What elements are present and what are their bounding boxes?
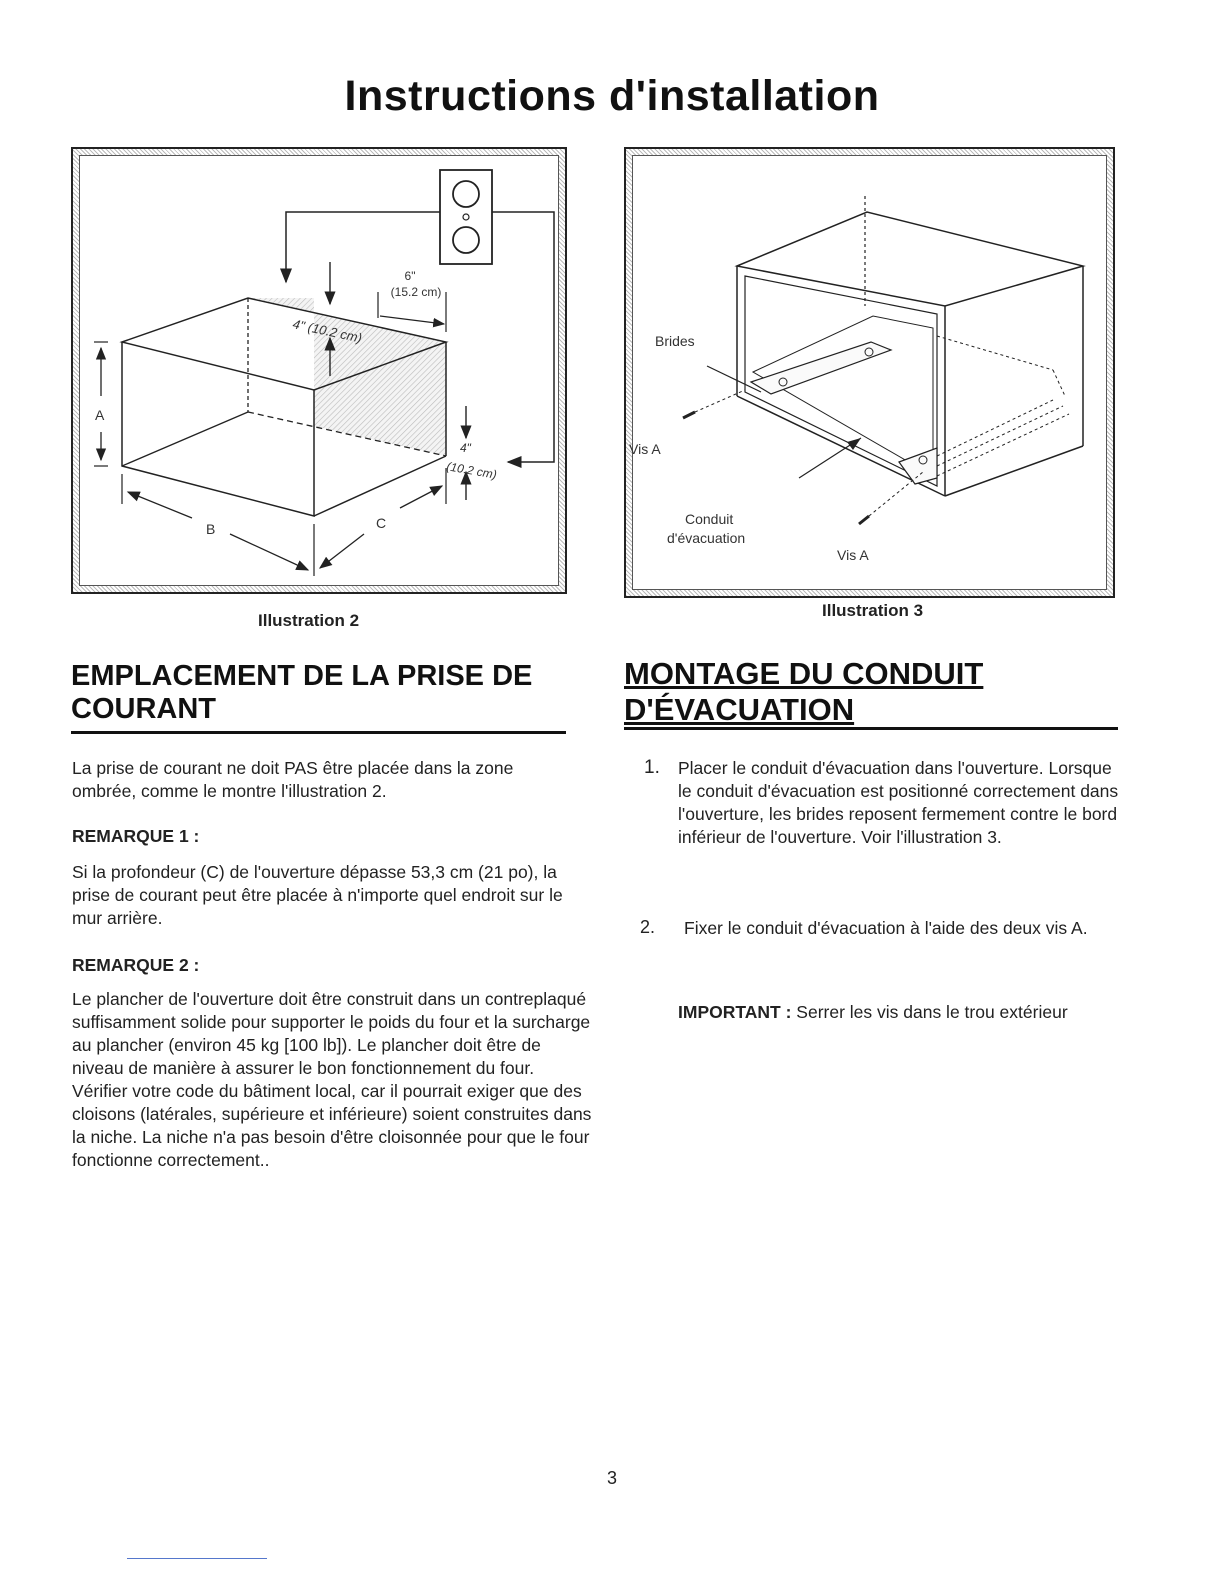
conduit-label-line2: d'évacuation [667, 530, 746, 546]
left-rail [751, 342, 891, 394]
important-text: Serrer les vis dans le trou extérieur [791, 1002, 1068, 1022]
outlet-location-heading [71, 660, 566, 727]
illustration-2-frame [71, 147, 567, 594]
dim-top-cm: (15.2 cm) [390, 285, 442, 299]
conduit-label-line1: Conduit [685, 511, 734, 527]
screw-icon [683, 412, 695, 418]
right-rail [899, 448, 937, 484]
illustration-3-canvas [629, 155, 1107, 590]
illustration-2-caption: Illustration 2 [258, 611, 360, 630]
heading-line: D'ÉVACUATION [624, 691, 855, 727]
heading-underline [624, 727, 1118, 730]
step-number: 1. [644, 757, 660, 778]
important-note [678, 1001, 1138, 1024]
outlet-diagram [80, 156, 562, 589]
illustration-3-frame [624, 147, 1115, 598]
vis-a-left-label: Vis A [629, 441, 661, 457]
heading-underline [71, 731, 566, 734]
dim-a-label: A [95, 407, 105, 423]
outlet-intro-text: La prise de courant ne doit PAS être placée dans la zone ombrée, comme le montre l'illustration 2. [72, 758, 514, 801]
remark-2-text: Le plancher de l'ouverture doit être construit dans un contreplaqué suffisamment solide pour supporter le poids du four et la surcharge au plancher (environ 45 kg [100 lb]). Le plancher doit être de niveau de manière à assurer le bon fonctionnement du four. Vérifier votre code du bâtiment local, car il pourrait exiger que des cloisons (latérales, supérieure et inférieure) soient construites dans la niche. La niche n'a pas besoin d'être cloisonnée pour que le four fonctionne correctement.. [72, 989, 592, 1170]
heading-line: EMPLACEMENT DE LA PRISE DE [71, 660, 533, 692]
dim-top-inch: 6" [404, 269, 416, 283]
illustration-2-canvas [79, 155, 559, 586]
brides-label: Brides [655, 333, 695, 349]
duct-mounting-heading [624, 656, 1118, 727]
important-label: IMPORTANT : [678, 1002, 792, 1022]
step-text: Placer le conduit d'évacuation dans l'ouverture. Lorsque le conduit d'évacuation est positionné correctement dans l'ouverture, les brides reposent fermement contre le bord inférieur de l'ouverture. Voir l'illustration 3. [678, 758, 1119, 847]
vis-a-bottom-label: Vis A [837, 547, 869, 563]
remark-1-text: Si la profondeur (C) de l'ouverture dépasse 53,3 cm (21 po), la prise de courant peut être placée à n'importe quel endroit sur le mur arrière. [72, 862, 563, 928]
remark-1-title: REMARQUE 1 : [72, 826, 200, 846]
illustration-3-caption: Illustration 3 [822, 601, 924, 620]
dim-side-inch: 4" [460, 441, 471, 455]
screw-icon [859, 516, 869, 524]
page-title: Instructions d'installation [344, 72, 880, 120]
shaded-zone [248, 298, 446, 456]
page-number: 3 [606, 1468, 617, 1488]
footnote-divider [127, 1558, 267, 1559]
heading-line: MONTAGE DU CONDUIT [624, 656, 984, 691]
dim-side-cm: (10.2 cm) [445, 459, 498, 482]
electrical-outlet-icon [440, 170, 492, 264]
step-text: Fixer le conduit d'évacuation à l'aide des deux vis A. [684, 918, 1088, 938]
remark-2-title: REMARQUE 2 : [72, 955, 200, 975]
dim-c-label: C [376, 515, 387, 531]
dim-shade-label: 4" (10.2 cm) [291, 316, 364, 346]
exhaust-duct-diagram [629, 156, 1110, 593]
step-number: 2. [640, 917, 656, 937]
heading-line: COURANT [71, 693, 216, 726]
dim-b-label: B [206, 521, 216, 537]
